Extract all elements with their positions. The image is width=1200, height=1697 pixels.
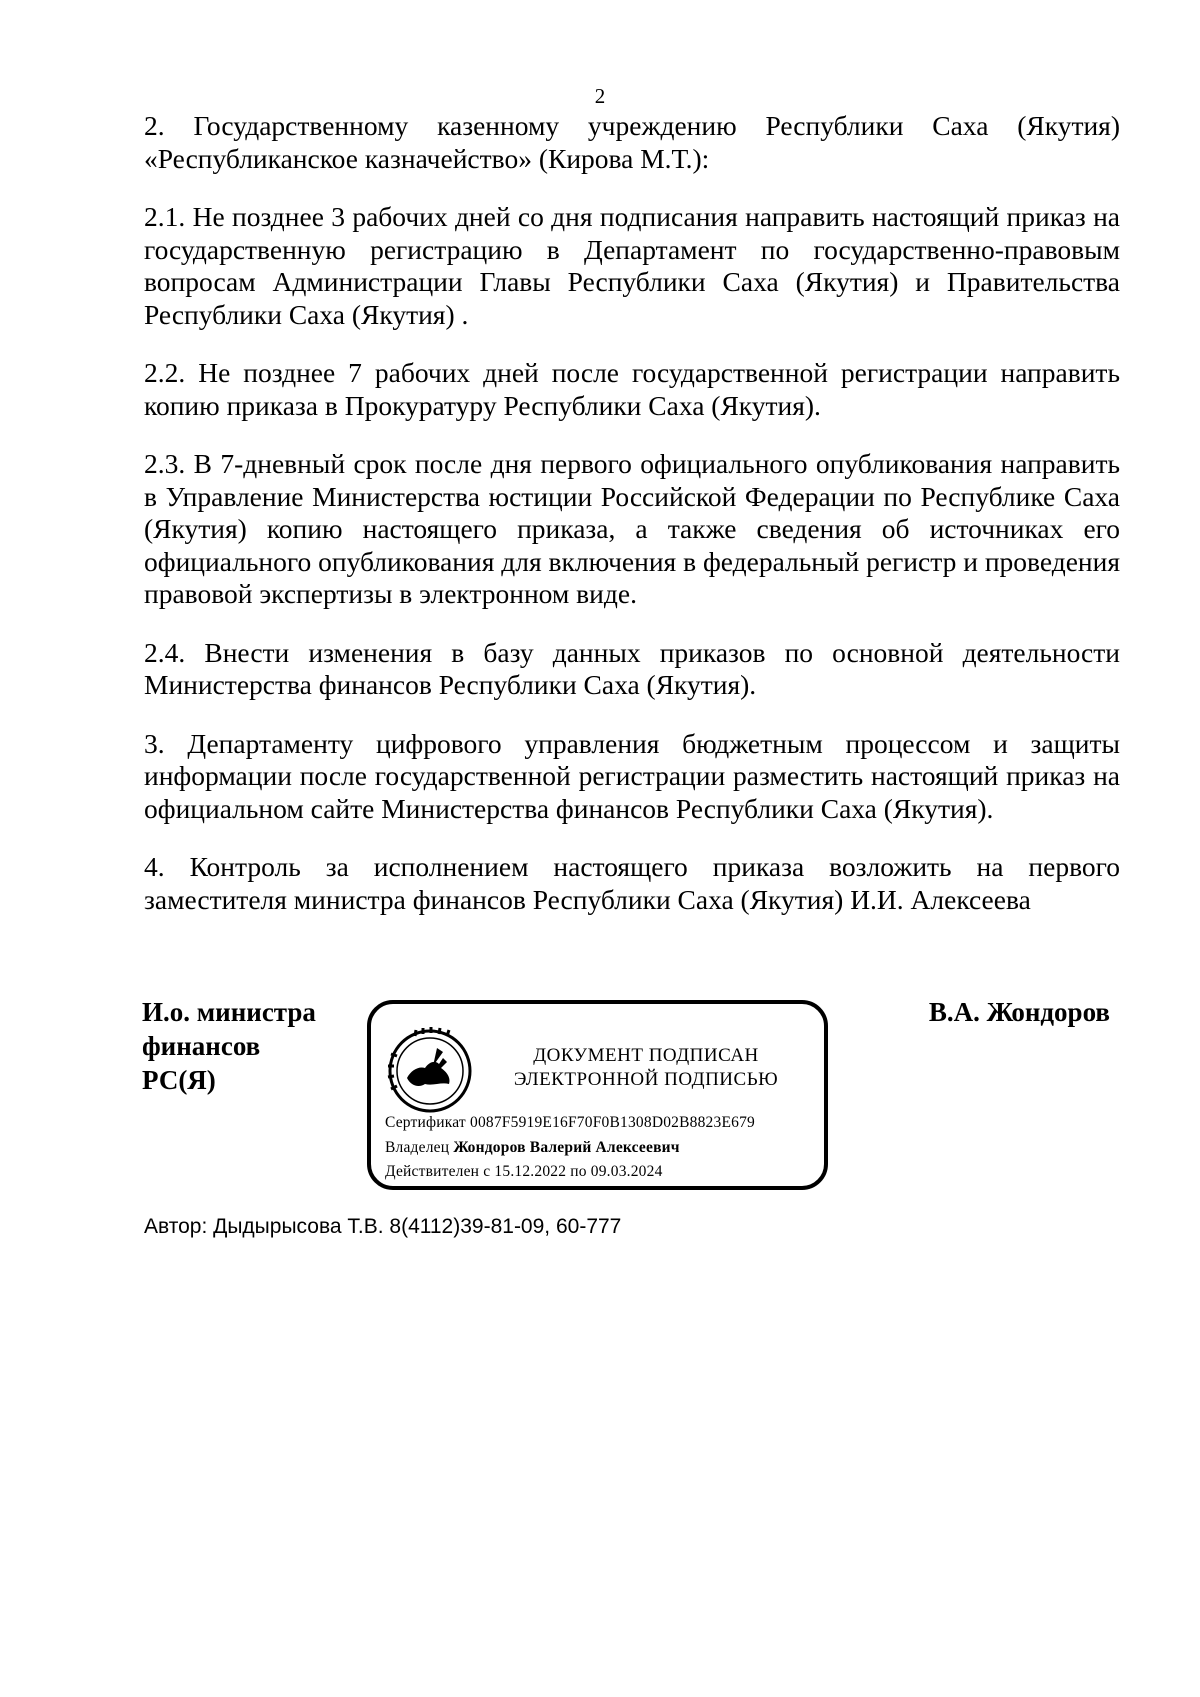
stamp-title [481,1044,811,1092]
document-body [144,110,1120,942]
signer-name: В.А. Жондоров [928,997,1110,1027]
certificate-value: 0087F5919E16F70F0B1308D02B8823E679 [470,1114,755,1131]
position-line-3: РС(Я) [142,1065,216,1095]
paragraph-2-1: 2.1. Не позднее 3 рабочих дней со дня подписания направить настоящий приказ на государственную регистрацию в Департамент по государственно-правовым вопросам Администрации Главы Республики Саха (Якутия) и Правительства Республики Саха (Якутия) . [144,201,1120,330]
paragraph-2: 2. Государственному казенному учреждению Республики Саха (Якутия) «Республиканское казначейство» (Кирова М.Т.): [144,110,1120,174]
stamp-validity [385,1163,663,1181]
paragraph-4: 4. Контроль за исполнением настоящего приказа возложить на первого заместителя министра финансов Республики Саха (Якутия) И.И. Алексеева [144,851,1120,915]
valid-to-label: по [570,1163,587,1180]
paragraph-2-2: 2.2. Не позднее 7 рабочих дней после государственной регистрации направить копию приказа в Прокуратуру Республики Саха (Якутия). [144,357,1120,421]
valid-from: 15.12.2022 [494,1163,567,1180]
page-number: 2 [594,84,606,108]
owner-label: Владелец [385,1139,450,1156]
paragraph-2-4: 2.4. Внести изменения в базу данных приказов по основной деятельности Министерства финансов Республики Саха (Якутия). [144,636,1120,700]
valid-from-label: с [483,1163,491,1180]
stamp-title-line-1: ДОКУМЕНТ ПОДПИСАН [533,1045,759,1066]
position-line-1: И.о. министра [142,997,316,1027]
coat-of-arms-emblem-icon [385,1026,475,1116]
paragraph-2-3: 2.3. В 7-дневный срок после дня первого официального опубликования направить в Управление Министерства юстиции Российской Федерации по Республике Саха (Якутия) копию настоящего приказа, а также сведения об источниках его официального опубликования для включения в федеральный регистр и проведения правовой экспертизы в электронном виде. [144,448,1120,609]
signer-position [142,995,316,1097]
owner-value: Жондоров Валерий Алексеевич [453,1139,680,1156]
author-line: Автор: Дыдырысова Т.В. 8(4112)39-81-09, 60-777 [144,1215,622,1238]
electronic-signature-stamp [367,1000,828,1190]
paragraph-3: 3. Департаменту цифрового управления бюджетным процессом и защиты информации после государственной регистрации разместить настоящий приказ на официальном сайте Министерства финансов Республики Саха (Якутия). [144,727,1120,824]
certificate-label: Сертификат [385,1114,466,1131]
valid-to: 09.03.2024 [590,1163,663,1180]
stamp-owner [385,1139,680,1157]
stamp-certificate [385,1114,755,1132]
position-line-2: финансов [142,1031,261,1061]
stamp-title-line-2: ЭЛЕКТРОННОЙ ПОДПИСЬЮ [513,1069,779,1090]
valid-label: Действителен [385,1163,480,1180]
